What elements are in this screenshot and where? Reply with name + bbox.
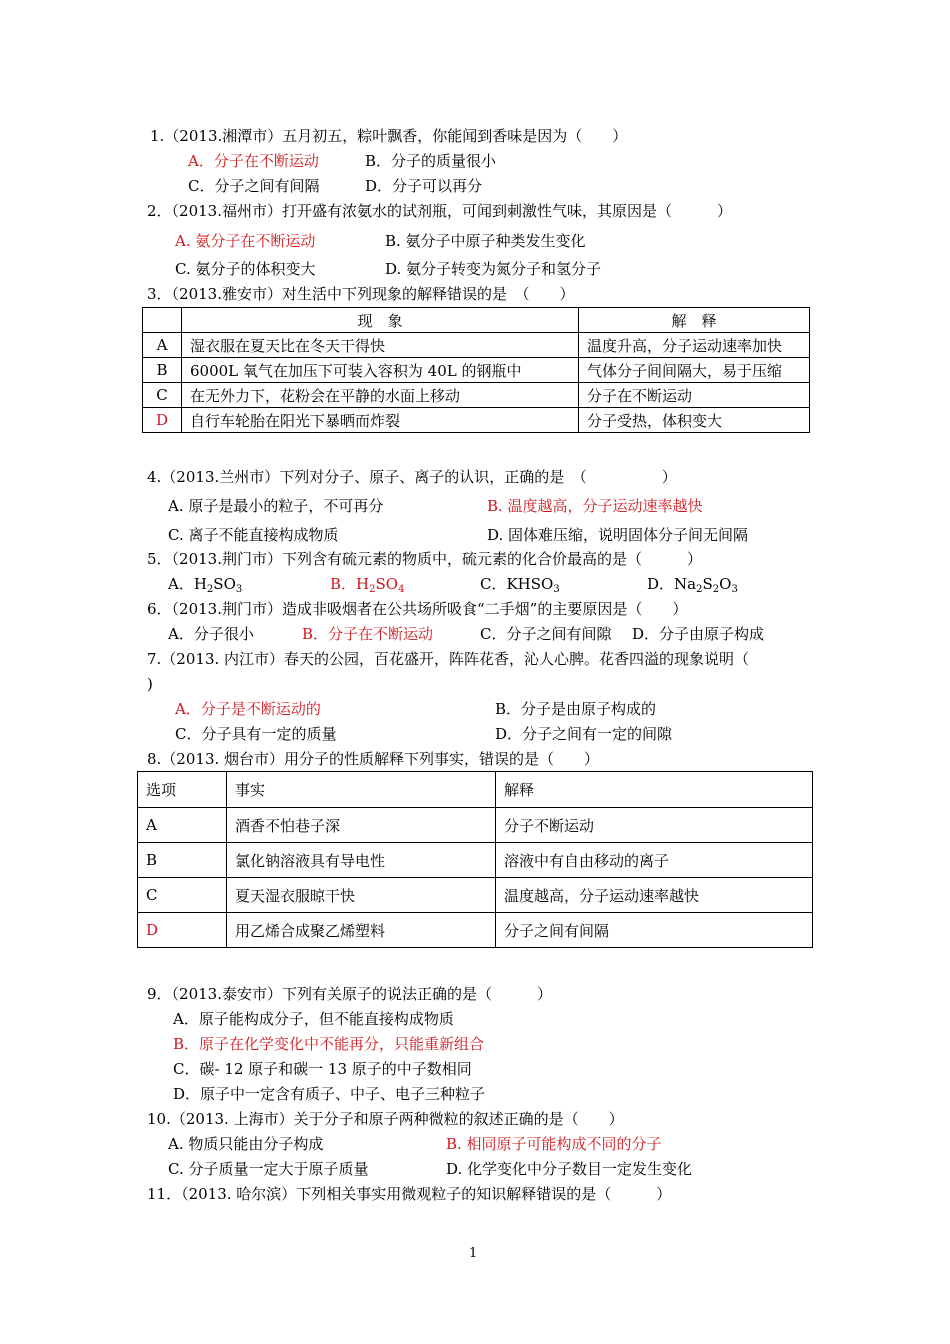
question-10-option-d: D. 化学变化中分子数目一定发生变化 — [446, 1160, 693, 1178]
table-row — [143, 408, 810, 433]
question-5-option-b: B．$H_2SO_4$ — [330, 575, 405, 595]
question-8-table — [137, 771, 813, 948]
question-3-table — [142, 307, 810, 433]
question-5-option-d: D．$Na_2S_2O_3$ — [647, 575, 738, 595]
table-cell — [143, 308, 182, 333]
question-6-option-c: C．分子之间有间隙 — [480, 625, 612, 643]
question-1-option-b: B．分子的质量很小 — [365, 152, 497, 170]
question-6-option-b: B．分子在不断运动 — [302, 625, 434, 643]
table-cell: 自行车轮胎在阳光下暴晒而炸裂 — [182, 408, 579, 433]
table-cell: 事实 — [227, 772, 496, 808]
question-7-option-c: C．分子具有一定的质量 — [175, 725, 337, 743]
question-11-stem: 11．（2013. 哈尔滨）下列相关事实用微观粒子的知识解释错误的是（ ） — [147, 1185, 672, 1203]
table-cell: 在无外力下，花粉会在平静的水面上移动 — [182, 383, 579, 408]
table-cell: 酒香不怕巷子深 — [227, 808, 496, 843]
question-3-stem: 3．（2013.雅安市）对生活中下列现象的解释错误的是 （ ） — [147, 285, 575, 303]
question-5-option-a: A．$H_2SO_3$ — [168, 575, 243, 595]
question-1-option-d: D．分子可以再分 — [365, 177, 483, 195]
question-7-option-b: B．分子是由原子构成的 — [495, 700, 657, 718]
question-10-option-b: B. 相同原子可能构成不同的分子 — [446, 1135, 662, 1153]
table-cell: 温度升高，分子运动速率加快 — [579, 333, 810, 358]
table-cell: D — [143, 408, 182, 433]
question-2-stem: 2．（2013.福州市）打开盛有浓氨水的试剂瓶，可闻到刺激性气味，其原因是（ ） — [147, 202, 732, 220]
question-2-option-b: B. 氨分子中原子种类发生变化 — [385, 232, 586, 250]
table-row — [143, 358, 810, 383]
question-10-option-c: C. 分子质量一定大于原子质量 — [168, 1160, 369, 1178]
question-2-option-a: A. 氨分子在不断运动 — [175, 232, 316, 250]
table-cell: C — [138, 878, 227, 913]
question-8-stem: 8.（2013. 烟台市）用分子的性质解释下列事实，错误的是（ ） — [147, 750, 600, 768]
table-cell: 气体分子间间隔大，易于压缩 — [579, 358, 810, 383]
question-5-stem: 5．（2013.荆门市）下列含有硫元素的物质中，硫元素的化合价最高的是（ ） — [147, 550, 702, 568]
question-6-stem: 6．（2013.荆门市）造成非吸烟者在公共场所吸食“二手烟”的主要原因是（ ） — [147, 600, 688, 618]
question-5-option-c: C．$KHSO_3$ — [480, 575, 560, 595]
table-cell: 溶液中有自由移动的离子 — [496, 843, 813, 878]
table-header-row — [138, 772, 813, 808]
table-cell: 温度越高，分子运动速率越快 — [496, 878, 813, 913]
table-row — [138, 878, 813, 913]
table-cell: 解释 — [496, 772, 813, 808]
question-4-option-c: C. 离子不能直接构成物质 — [168, 526, 339, 544]
table-cell: 选项 — [138, 772, 227, 808]
question-2-option-d: D. 氨分子转变为氮分子和氢分子 — [385, 260, 602, 278]
question-4-option-a: A. 原子是最小的粒子，不可再分 — [168, 497, 384, 515]
table-cell: 分子不断运动 — [496, 808, 813, 843]
question-1-option-a: A．分子在不断运动 — [188, 152, 319, 170]
question-7-stem: 7.（2013. 内江市）春天的公园，百花盛开，阵阵花香，沁人心脾。花香四溢的现象说明（ — [147, 650, 750, 668]
question-9-option-a: A．原子能构成分子，但不能直接构成物质 — [173, 1010, 454, 1028]
table-cell: 夏天湿衣服晾干快 — [227, 878, 496, 913]
table-cell: 湿衣服在夏天比在冬天干得快 — [182, 333, 579, 358]
table-cell: D — [138, 913, 227, 948]
question-9-option-b: B．原子在化学变化中不能再分，只能重新组合 — [173, 1035, 485, 1053]
table-cell: 解 释 — [579, 308, 810, 333]
question-4-option-b: B. 温度越高，分子运动速率越快 — [487, 497, 703, 515]
table-cell: 分子受热，体积变大 — [579, 408, 810, 433]
question-4-option-d: D. 固体难压缩，说明固体分子间无间隔 — [487, 526, 749, 544]
table-cell: 分子在不断运动 — [579, 383, 810, 408]
question-10-option-a: A. 物质只能由分子构成 — [168, 1135, 324, 1153]
table-cell: 氯化钠溶液具有导电性 — [227, 843, 496, 878]
question-10-stem: 10.（2013. 上海市）关于分子和原子两种微粒的叙述正确的是（ ） — [147, 1110, 624, 1128]
table-cell: 6000L 氧气在加压下可装入容积为 40L 的钢瓶中 — [182, 358, 579, 383]
table-row — [138, 913, 813, 948]
table-header-row — [143, 308, 810, 333]
question-9-stem: 9．（2013.泰安市）下列有关原子的说法正确的是（ ） — [147, 985, 552, 1003]
table-row — [143, 333, 810, 358]
table-row — [138, 843, 813, 878]
question-6-option-a: A．分子很小 — [168, 625, 254, 643]
table-cell: 分子之间有间隔 — [496, 913, 813, 948]
table-cell: A — [143, 333, 182, 358]
table-row — [138, 808, 813, 843]
question-9-option-d: D．原子中一定含有质子、中子、电子三种粒子 — [173, 1085, 486, 1103]
question-7-option-d: D．分子之间有一定的间隙 — [495, 725, 673, 743]
table-cell: A — [138, 808, 227, 843]
question-6-option-d: D．分子由原子构成 — [632, 625, 765, 643]
question-2-option-c: C. 氨分子的体积变大 — [175, 260, 316, 278]
table-row — [143, 383, 810, 408]
question-1-option-c: C．分子之间有间隔 — [188, 177, 320, 195]
table-cell: B — [143, 358, 182, 383]
question-7-stem-cont: ) — [147, 675, 153, 693]
table-cell: 用乙烯合成聚乙烯塑料 — [227, 913, 496, 948]
question-1-stem: 1.（2013.湘潭市）五月初五，粽叶飘香，你能闻到香味是因为（ ） — [150, 127, 628, 145]
question-7-option-a: A．分子是不断运动的 — [175, 700, 321, 718]
table-cell: B — [138, 843, 227, 878]
question-4-stem: 4.（2013.兰州市）下列对分子、原子、离子的认识，正确的是 （ ） — [147, 468, 677, 486]
question-9-option-c: C．碳- 12 原子和碳一 13 原子的中子数相同 — [173, 1060, 472, 1078]
table-cell: C — [143, 383, 182, 408]
table-cell: 现 象 — [182, 308, 579, 333]
page-number: 1 — [469, 1246, 478, 1261]
